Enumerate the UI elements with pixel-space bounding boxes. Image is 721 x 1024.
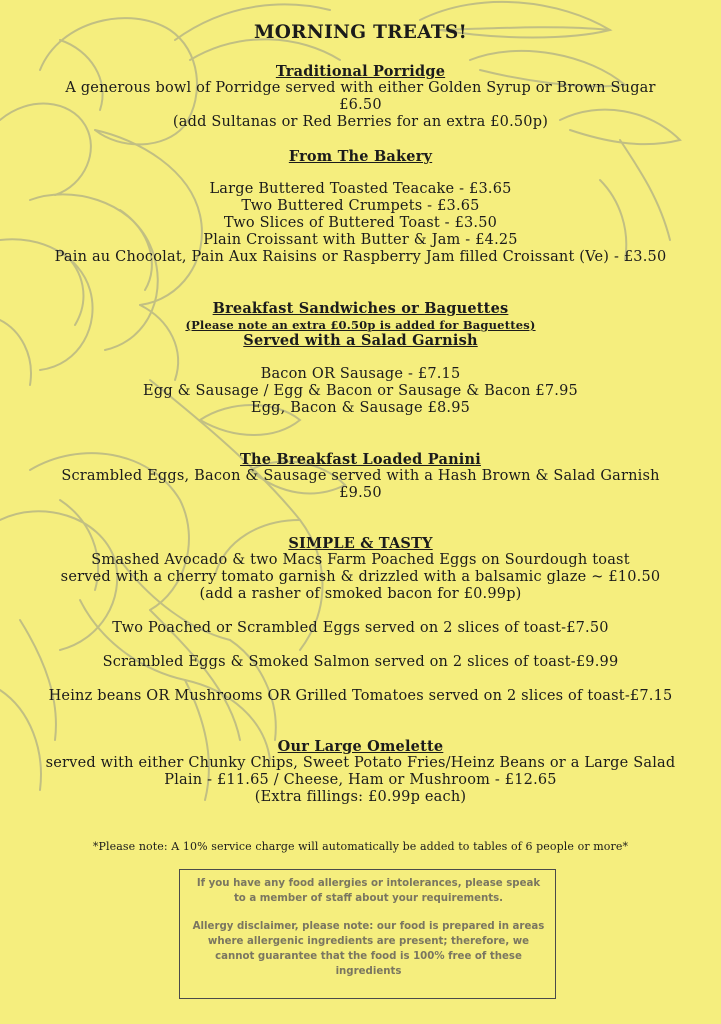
panini-heading: The Breakfast Loaded Panini	[240, 451, 481, 468]
simple-extra: (add a rasher of smoked bacon for £0.99p)	[199, 586, 522, 602]
omelette-extra: (Extra fillings: £0.99p each)	[254, 789, 467, 805]
porridge-extra: (add Sultanas or Red Berries for an extra £0.50p)	[172, 114, 549, 130]
allergy-text: If you have any food allergies or intolerances, please speak	[196, 878, 541, 889]
menu-item: Plain Croissant with Butter & Jam - £4.25	[203, 232, 518, 248]
allergy-disclaimer: cannot guarantee that the food is 100% free of these	[215, 951, 522, 962]
bakery-heading: From The Bakery	[288, 148, 433, 165]
panini-description: Scrambled Eggs, Bacon & Sausage served with a Hash Brown & Salad Garnish	[61, 468, 660, 484]
omelette-prices: Plain - £11.65 / Cheese, Ham or Mushroom - £12.65	[164, 772, 557, 788]
menu-item: Scrambled Eggs & Smoked Salmon served on 2 slices of toast-£9.99	[102, 654, 619, 670]
sandwiches-heading: Breakfast Sandwiches or Baguettes	[212, 300, 509, 317]
omelette-heading: Our Large Omelette	[277, 738, 444, 755]
simple-description-1: Smashed Avocado & two Macs Farm Poached Eggs on Sourdough toast	[91, 552, 630, 568]
page-title: MORNING TREATS!	[253, 22, 467, 43]
menu-item: Bacon OR Sausage - £7.15	[260, 366, 461, 382]
allergy-disclaimer: Allergy disclaimer, please note: our food is prepared in areas	[192, 921, 545, 932]
omelette-description: served with either Chunky Chips, Sweet Potato Fries/Heinz Beans or a Large Salad	[45, 755, 676, 771]
allergy-disclaimer: ingredients	[335, 966, 402, 977]
menu-item: Heinz beans OR Mushrooms OR Grilled Tomatoes served on 2 slices of toast-£7.15	[48, 688, 673, 704]
porridge-price: £6.50	[339, 97, 382, 113]
porridge-description: A generous bowl of Porridge served with either Golden Syrup or Brown Sugar	[65, 80, 656, 96]
baguette-note: (Please note an extra £0.50p is added for Baguettes)	[185, 318, 536, 332]
service-charge-note: *Please note: A 10% service charge will automatically be added to tables of 6 people or more*	[92, 840, 629, 853]
porridge-heading: Traditional Porridge	[275, 63, 446, 80]
menu-item: Two Buttered Crumpets - £3.65	[241, 198, 480, 214]
allergy-text: to a member of staff about your requirements.	[233, 893, 504, 904]
simple-heading: SIMPLE & TASTY	[288, 535, 433, 552]
sandwiches-subheading: Served with a Salad Garnish	[243, 332, 478, 349]
menu-item: Two Poached or Scrambled Eggs served on 2 slices of toast-£7.50	[112, 620, 609, 636]
simple-description-2: served with a cherry tomato garnish & drizzled with a balsamic glaze ~ £10.50	[60, 569, 661, 585]
panini-price: £9.50	[339, 485, 382, 501]
menu-item: Large Buttered Toasted Teacake - £3.65	[209, 181, 512, 197]
menu-item: Egg, Bacon & Sausage £8.95	[250, 400, 471, 416]
allergy-disclaimer: where allergenic ingredients are present; therefore, we	[207, 936, 530, 947]
menu-item: Egg & Sausage / Egg & Bacon or Sausage & Bacon £7.95	[143, 383, 578, 399]
menu-item: Two Slices of Buttered Toast - £3.50	[223, 215, 498, 231]
menu-item: Pain au Chocolat, Pain Aux Raisins or Raspberry Jam filled Croissant (Ve) - £3.50	[54, 249, 667, 265]
